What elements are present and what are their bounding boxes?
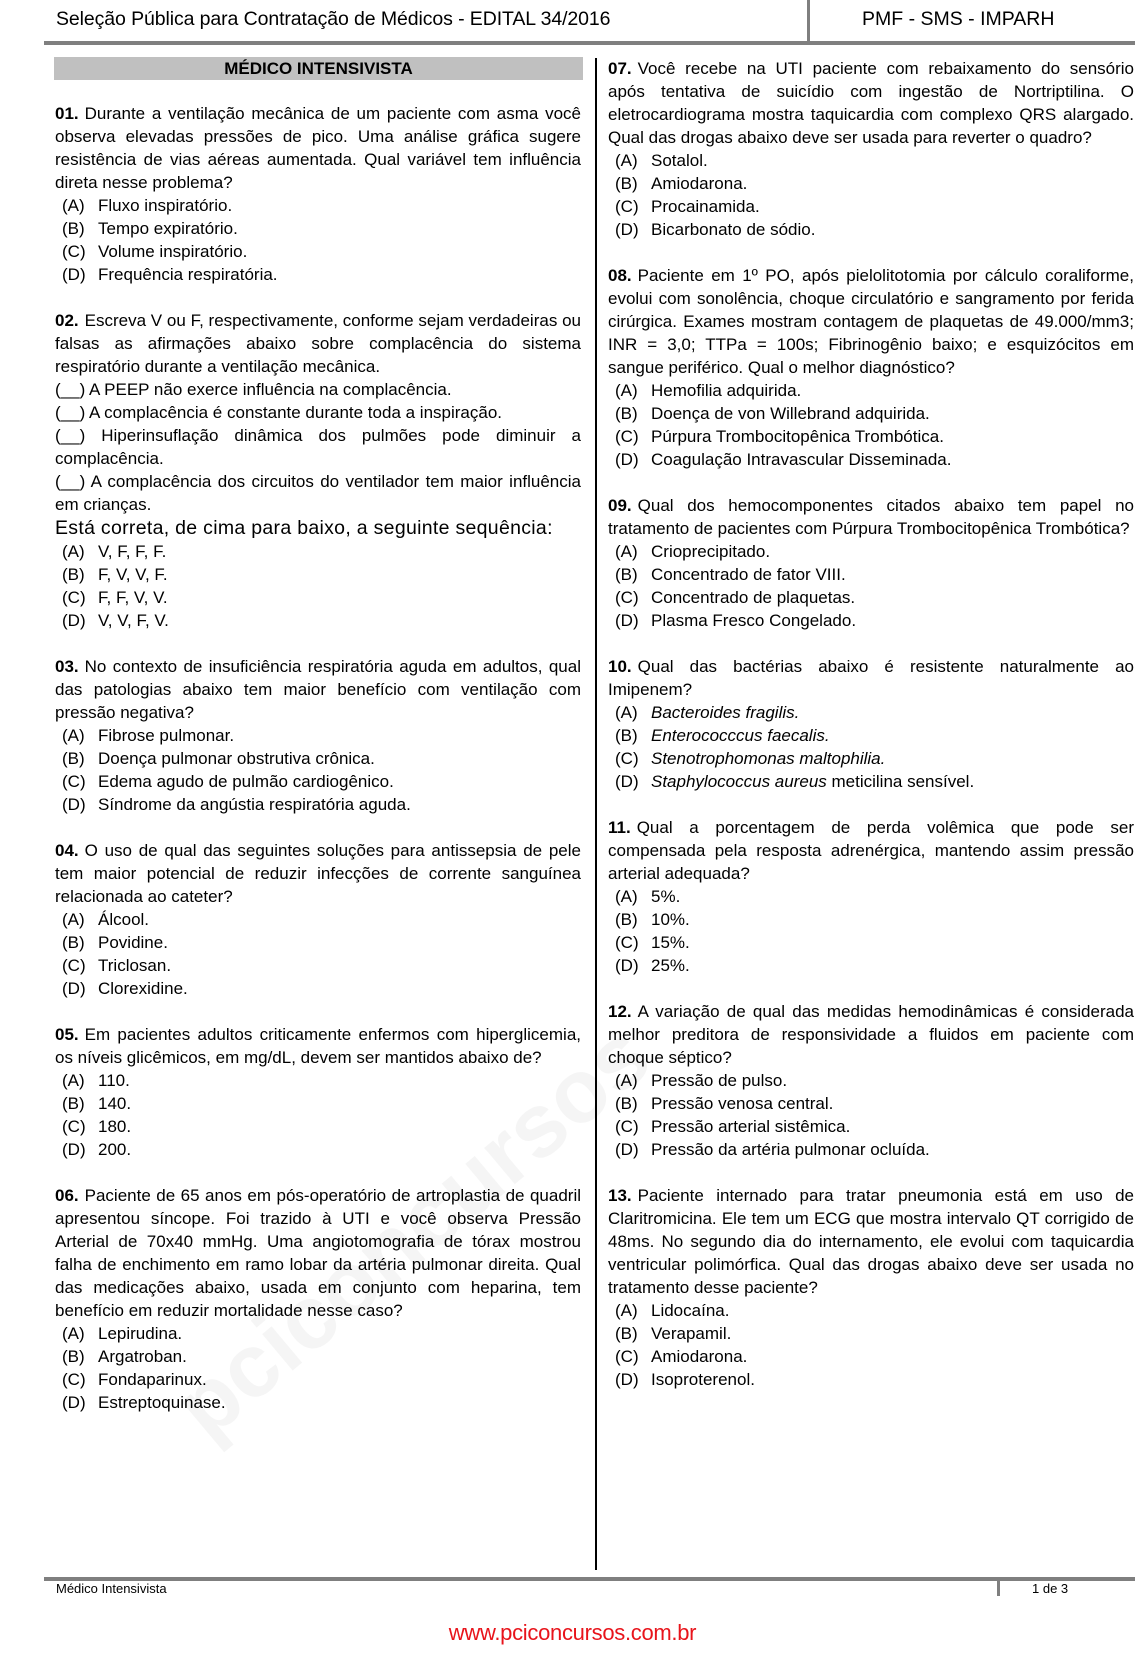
question-04	[55, 839, 581, 1000]
question-05	[55, 1023, 581, 1161]
option-d: (D) Isoproterenol.	[615, 1370, 755, 1389]
option-b: (B) Amiodarona.	[615, 174, 748, 193]
question-number: 13.	[608, 1186, 632, 1205]
option-c: (C) 15%.	[615, 933, 690, 952]
option-b: (B) F, V, V, F.	[62, 565, 168, 584]
question-text: Paciente de 65 anos em pós-operatório de artroplastia de quadril apresentou síncope. Foi trazido à UTI e você observa Pressão Arterial de 70x40 mmHg. Uma angiotomografia de tórax mostrou falha de enchimento em ramo lobar da artéria pulmonar direita. Qual das medicações abaixo, usada em conjunto com heparina, tem benefício em reduzir mortalidade nesse caso?	[55, 1186, 581, 1320]
question-text: Paciente em 1º PO, após pielolitotomia por cálculo coraliforme, evolui com sonolência, choque circulatório e sangramento por ferida cirúrgica. Exames mostram contagem de plaquetas de 49.000/mm3; INR = 3,0; TTPa = 100s; Fibrinogênio baixo; e esquizócitos em sangue periférico. Qual o melhor diagnóstico?	[608, 266, 1134, 377]
option-d: (D) Pressão da artéria pulmonar ocluída.	[615, 1140, 930, 1159]
option-c: (C) Triclosan.	[62, 956, 172, 975]
statement-3: (__) Hiperinsuflação dinâmica dos pulmões pode diminuir a complacência.	[55, 426, 581, 468]
site-link[interactable]: www.pciconcursos.com.br	[448, 1620, 697, 1645]
question-number: 12.	[608, 1002, 632, 1021]
option-d: (D) Plasma Fresco Congelado.	[615, 611, 857, 630]
option-a: (A) Fluxo inspiratório.	[62, 196, 233, 215]
question-prompt: Está correta, de cima para baixo, a seguinte sequência:	[55, 517, 553, 539]
question-number: 10.	[608, 657, 632, 676]
question-13	[608, 1184, 1134, 1391]
section-title: MÉDICO INTENSIVISTA	[54, 57, 583, 80]
header-rule	[44, 41, 1135, 45]
question-number: 08.	[608, 266, 632, 285]
question-number: 05.	[55, 1025, 79, 1044]
option-c: (C) Amiodarona.	[615, 1347, 748, 1366]
statement-4: (__) A complacência dos circuitos do ventilador tem maior influência em crianças.	[55, 472, 581, 514]
footer-exam-name: Médico Intensivista	[56, 1581, 167, 1596]
question-02	[55, 309, 581, 632]
option-b: (B) Pressão venosa central.	[615, 1094, 834, 1113]
question-09	[608, 494, 1134, 632]
option-c: (C) Pressão arterial sistêmica.	[615, 1117, 851, 1136]
question-11	[608, 816, 1134, 977]
option-b: (B) Doença pulmonar obstrutiva crônica.	[62, 749, 375, 768]
option-c: (C) F, F, V, V.	[62, 588, 168, 607]
option-a: (A) Fibrose pulmonar.	[62, 726, 235, 745]
exam-organization: PMF - SMS - IMPARH	[862, 8, 1055, 30]
option-a: (A) Sotalol.	[615, 151, 708, 170]
left-column	[55, 57, 581, 1437]
question-number: 03.	[55, 657, 79, 676]
statement-1: (__) A PEEP não exerce influência na complacência.	[55, 380, 452, 399]
question-01	[55, 102, 581, 286]
option-b: (B) Verapamil.	[615, 1324, 732, 1343]
option-d: (D) Clorexidine.	[62, 979, 188, 998]
question-number: 02.	[55, 311, 79, 330]
option-b: (B) Argatroban.	[62, 1347, 187, 1366]
option-b: (B) Tempo expiratório.	[62, 219, 238, 238]
question-text: Escreva V ou F, respectivamente, conforme sejam verdadeiras ou falsas as afirmações abaixo sobre complacência do sistema respiratório durante a ventilação mecânica.	[55, 311, 581, 376]
option-a: (A) Pressão de pulso.	[615, 1071, 788, 1090]
option-d: (D) Staphylococcus aureus meticilina sensível.	[615, 772, 975, 791]
option-a: (A) Lidocaína.	[615, 1301, 730, 1320]
option-a: (A) Hemofilia adquirida.	[615, 381, 802, 400]
question-06	[55, 1184, 581, 1414]
column-divider	[595, 58, 597, 1570]
option-b: (B) Enterococccus faecalis.	[615, 726, 830, 745]
question-text: A variação de qual das medidas hemodinâmicas é considerada melhor preditora de responsividade a fluidos em paciente com choque séptico?	[608, 1002, 1134, 1067]
question-10	[608, 655, 1134, 793]
option-d: (D) Coagulação Intravascular Disseminada.	[615, 450, 952, 469]
option-d: (D) Síndrome da angústia respiratória aguda.	[62, 795, 411, 814]
question-12	[608, 1000, 1134, 1161]
option-d: (D) 25%.	[615, 956, 690, 975]
question-text: Durante a ventilação mecânica de um paciente com asma você observa elevadas pressões de pico. Uma análise gráfica sugere resistência de vias aéreas aumentada. Qual variável tem influência direta nesse problema?	[55, 104, 581, 192]
option-c: (C) Concentrado de plaquetas.	[615, 588, 856, 607]
option-c: (C) Edema agudo de pulmão cardiogênico.	[62, 772, 394, 791]
header-separator	[807, 0, 810, 42]
question-text: O uso de qual das seguintes soluções para antissepsia de pele tem maior potencial de reduzir infecções de corrente sanguínea relacionada ao cateter?	[55, 841, 581, 906]
option-d: (D) Frequência respiratória.	[62, 265, 278, 284]
question-text: No contexto de insuficiência respiratória aguda em adultos, qual das patologias abaixo tem maior benefício com ventilação com pressão negativa?	[55, 657, 581, 722]
question-number: 11.	[608, 818, 631, 837]
option-d: (D) Bicarbonato de sódio.	[615, 220, 816, 239]
footer-separator	[997, 1580, 1000, 1596]
statement-2: (__) A complacência é constante durante toda a inspiração.	[55, 403, 503, 422]
question-text: Qual das bactérias abaixo é resistente naturalmente ao Imipenem?	[608, 657, 1134, 699]
option-a: (A) 5%.	[615, 887, 681, 906]
option-d: (D) 200.	[62, 1140, 132, 1159]
question-number: 01.	[55, 104, 79, 123]
option-a: (A) Lepirudina.	[62, 1324, 183, 1343]
page-number: 1 de 3	[1032, 1581, 1069, 1596]
option-c: (C) Stenotrophomonas maltophilia.	[615, 749, 886, 768]
option-c: (C) Púrpura Trombocitopênica Trombótica.	[615, 427, 944, 446]
question-07	[608, 57, 1134, 241]
question-08	[608, 264, 1134, 471]
option-b: (B) Povidine.	[62, 933, 168, 952]
option-b: (B) Doença de von Willebrand adquirida.	[615, 404, 930, 423]
question-text: Paciente internado para tratar pneumonia está em uso de Claritromicina. Ele tem um ECG que mostra intervalo QT corrigido de 48ms. No segundo dia do internamento, ele evolui com taquicardia ventricular polimórfica. Qual das drogas abaixo deve ser usada no tratamento desse paciente?	[608, 1186, 1134, 1297]
question-text: Qual dos hemocomponentes citados abaixo tem papel no tratamento de pacientes com Púrpura Trombocitopênica Trombótica?	[608, 496, 1134, 538]
option-d: (D) Estreptoquinase.	[62, 1393, 226, 1412]
question-text: Qual a porcentagem de perda volêmica que pode ser compensada pela resposta adrenérgica, mantendo assim pressão arterial adequada?	[608, 818, 1134, 883]
right-column	[608, 57, 1134, 1414]
footer-rule	[44, 1577, 1135, 1581]
option-c: (C) 180.	[62, 1117, 132, 1136]
question-number: 04.	[55, 841, 79, 860]
question-number: 09.	[608, 496, 632, 515]
option-c: (C) Fondaparinux.	[62, 1370, 207, 1389]
exam-title: Seleção Pública para Contratação de Médicos - EDITAL 34/2016	[56, 8, 611, 30]
question-number: 06.	[55, 1186, 79, 1205]
option-b: (B) 10%.	[615, 910, 690, 929]
question-text: Você recebe na UTI paciente com rebaixamento do sensório após tentativa de suicídio com ingestão de Nortriptilina. O eletrocardiograma mostra taquicardia com complexo QRS alargado. Qual das drogas abaixo deve ser usada para reverter o quadro?	[608, 59, 1134, 147]
option-b: (B) 140.	[62, 1094, 132, 1113]
question-03	[55, 655, 581, 816]
option-a: (A) Álcool.	[62, 910, 150, 929]
option-d: (D) V, V, F, V.	[62, 611, 169, 630]
option-c: (C) Volume inspiratório.	[62, 242, 248, 261]
option-a: (A) V, F, F, F.	[62, 542, 167, 561]
option-a: (A) Bacteroides fragilis.	[615, 703, 800, 722]
option-c: (C) Procainamida.	[615, 197, 760, 216]
question-text: Em pacientes adultos criticamente enfermos com hiperglicemia, os níveis glicêmicos, em mg/dL, devem ser mantidos abaixo de?	[55, 1025, 581, 1067]
option-b: (B) Concentrado de fator VIII.	[615, 565, 846, 584]
question-number: 07.	[608, 59, 632, 78]
option-a: (A) 110.	[62, 1071, 130, 1090]
option-a: (A) Crioprecipitado.	[615, 542, 771, 561]
